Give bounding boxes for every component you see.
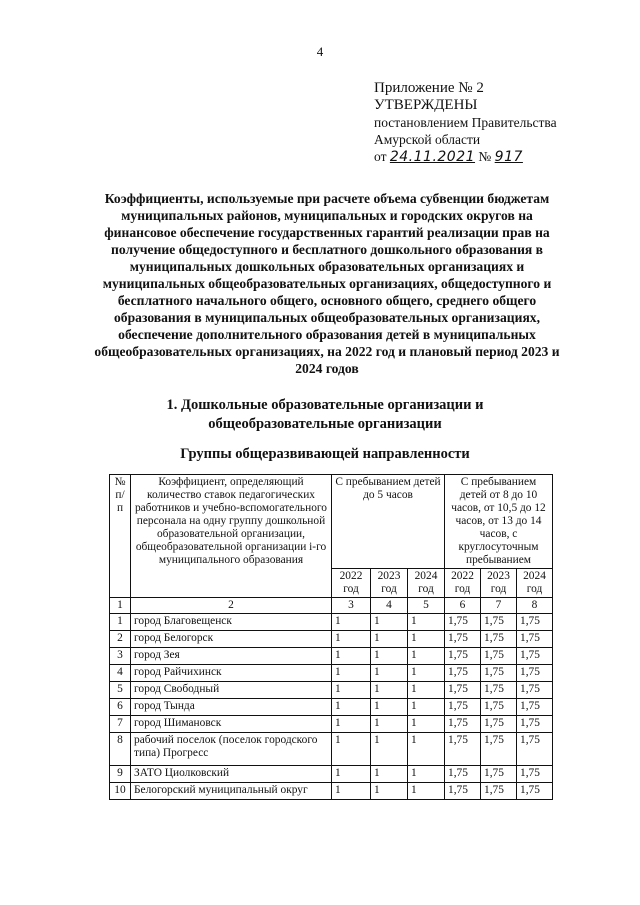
coefficient-value: 1,75 bbox=[517, 665, 553, 682]
coefficient-value: 1 bbox=[408, 699, 445, 716]
coefficient-value: 1 bbox=[371, 682, 408, 699]
coefficient-value: 1,75 bbox=[445, 648, 481, 665]
row-number: 9 bbox=[110, 766, 131, 783]
municipality-name: ЗАТО Циолковский bbox=[131, 766, 332, 783]
coefficient-value: 1 bbox=[332, 614, 371, 631]
column-number: 7 bbox=[481, 598, 517, 614]
municipality-name: Белогорский муниципальный округ bbox=[131, 783, 332, 800]
coefficient-value: 1 bbox=[371, 716, 408, 733]
coefficient-value: 1 bbox=[408, 631, 445, 648]
coefficients-table bbox=[109, 474, 553, 800]
row-number: 1 bbox=[110, 614, 131, 631]
header-coefficient: Коэффициент, определяющий количество ставок педагогических работников и учебно-вспомогательного персонала на одну группу дошкольной образовательной организации, общеобразовательной организации i-го муниципального образования bbox=[131, 475, 332, 598]
coefficient-value: 1,75 bbox=[517, 733, 553, 766]
coefficient-value: 1 bbox=[408, 648, 445, 665]
coefficient-value: 1 bbox=[332, 665, 371, 682]
coefficient-value: 1 bbox=[332, 682, 371, 699]
table-row bbox=[110, 699, 553, 716]
coefficient-value: 1 bbox=[408, 665, 445, 682]
header-year: 2024 год bbox=[408, 569, 445, 598]
coefficient-value: 1,75 bbox=[445, 716, 481, 733]
coefficient-value: 1,75 bbox=[445, 682, 481, 699]
coefficient-value: 1 bbox=[408, 716, 445, 733]
column-number: 2 bbox=[131, 598, 332, 614]
column-number: 3 bbox=[332, 598, 371, 614]
header-group-b: С пребыванием детей от 8 до 10 часов, от 10,5 до 12 часов, от 13 до 14 часов, с круглосуточным пребыванием bbox=[445, 475, 553, 569]
header-num: № п/п bbox=[110, 475, 131, 598]
coefficient-value: 1 bbox=[371, 665, 408, 682]
coefficient-value: 1,75 bbox=[481, 783, 517, 800]
row-number: 2 bbox=[110, 631, 131, 648]
coefficient-value: 1,75 bbox=[517, 682, 553, 699]
date-value: 24.11.2021 bbox=[389, 149, 476, 165]
coefficient-value: 1,75 bbox=[517, 699, 553, 716]
row-number: 10 bbox=[110, 783, 131, 800]
coefficient-value: 1,75 bbox=[481, 766, 517, 783]
municipality-name: город Тында bbox=[131, 699, 332, 716]
table-row bbox=[110, 783, 553, 800]
municipality-name: город Благовещенск bbox=[131, 614, 332, 631]
table-row bbox=[110, 733, 553, 766]
coefficient-value: 1,75 bbox=[445, 783, 481, 800]
coefficient-value: 1 bbox=[332, 631, 371, 648]
table-row bbox=[110, 614, 553, 631]
table-row bbox=[110, 716, 553, 733]
coefficient-value: 1 bbox=[371, 766, 408, 783]
municipality-name: город Зея bbox=[131, 648, 332, 665]
coefficient-value: 1 bbox=[371, 783, 408, 800]
date-line bbox=[374, 148, 557, 166]
coefficient-value: 1,75 bbox=[517, 614, 553, 631]
resolution-label: постановлением Правительства bbox=[374, 115, 557, 130]
region-label: Амурской области bbox=[374, 132, 481, 147]
number-prefix: № bbox=[478, 149, 492, 164]
section-heading: 1. Дошкольные образовательные организации и общеобразовательные организации bbox=[166, 397, 484, 432]
column-number-row bbox=[110, 598, 553, 614]
date-prefix: от bbox=[374, 149, 387, 164]
coefficient-value: 1,75 bbox=[445, 733, 481, 766]
coefficient-value: 1 bbox=[332, 766, 371, 783]
coefficient-value: 1,75 bbox=[481, 631, 517, 648]
subsection-heading: Группы общеразвивающей направленности bbox=[180, 446, 470, 462]
municipality-name: город Райчихинск bbox=[131, 665, 332, 682]
table-row bbox=[110, 766, 553, 783]
municipality-name: город Шимановск bbox=[131, 716, 332, 733]
coefficient-value: 1,75 bbox=[517, 766, 553, 783]
approval-block bbox=[374, 80, 557, 166]
coefficient-value: 1 bbox=[408, 614, 445, 631]
column-number: 6 bbox=[445, 598, 481, 614]
column-number: 5 bbox=[408, 598, 445, 614]
coefficient-value: 1 bbox=[408, 682, 445, 699]
row-number: 4 bbox=[110, 665, 131, 682]
appendix-label: Приложение № 2 bbox=[374, 80, 484, 96]
coefficient-value: 1 bbox=[332, 783, 371, 800]
coefficient-value: 1 bbox=[332, 648, 371, 665]
coefficient-value: 1,75 bbox=[445, 766, 481, 783]
column-number: 8 bbox=[517, 598, 553, 614]
coefficient-value: 1 bbox=[371, 614, 408, 631]
row-number: 3 bbox=[110, 648, 131, 665]
coefficient-value: 1 bbox=[371, 648, 408, 665]
coefficient-value: 1,75 bbox=[445, 631, 481, 648]
document-title: Коэффициенты, используемые при расчете объема субвенции бюджетам муниципальных районов, муниципальных и городских округов на финансовое обеспечение государственных гарантий реализации прав на получение общедоступного и бесплатного дошкольного образования в муниципальных дошкольных образовательных организациях и муниципальных общеобразовательных организациях, общедоступного и бесплатного начального общего, основного общего, среднего общего образования в муниципальных общеобразовательных организациях, обеспечение дополнительного образования детей в муниципальных общеобразовательных организациях, на 2022 год и плановый период 2023 и 2024 годов bbox=[94, 191, 560, 376]
table-row bbox=[110, 682, 553, 699]
header-year: 2023 год bbox=[481, 569, 517, 598]
coefficient-value: 1,75 bbox=[517, 631, 553, 648]
header-group-a: С пребыванием детей до 5 часов bbox=[332, 475, 445, 569]
coefficient-value: 1 bbox=[332, 733, 371, 766]
coefficient-value: 1 bbox=[371, 733, 408, 766]
coefficient-value: 1,75 bbox=[445, 614, 481, 631]
table-body bbox=[110, 614, 553, 800]
coefficient-value: 1 bbox=[371, 699, 408, 716]
municipality-name: рабочий поселок (поселок городского типа) Прогресс bbox=[131, 733, 332, 766]
coefficient-value: 1,75 bbox=[481, 733, 517, 766]
column-number: 1 bbox=[110, 598, 131, 614]
header-year: 2022 год bbox=[445, 569, 481, 598]
row-number: 7 bbox=[110, 716, 131, 733]
header-year: 2023 год bbox=[371, 569, 408, 598]
coefficient-value: 1,75 bbox=[481, 665, 517, 682]
row-number: 5 bbox=[110, 682, 131, 699]
row-number: 8 bbox=[110, 733, 131, 766]
municipality-name: город Белогорск bbox=[131, 631, 332, 648]
coefficient-value: 1,75 bbox=[445, 699, 481, 716]
coefficient-value: 1 bbox=[408, 766, 445, 783]
coefficient-value: 1 bbox=[332, 699, 371, 716]
coefficient-value: 1 bbox=[371, 631, 408, 648]
table-row bbox=[110, 648, 553, 665]
coefficient-value: 1,75 bbox=[481, 682, 517, 699]
header-year: 2022 год bbox=[332, 569, 371, 598]
number-value: 917 bbox=[494, 149, 523, 165]
coefficient-value: 1,75 bbox=[517, 716, 553, 733]
coefficient-value: 1 bbox=[332, 716, 371, 733]
coefficient-value: 1,75 bbox=[481, 648, 517, 665]
page-number: 4 bbox=[316, 44, 324, 59]
table-row bbox=[110, 665, 553, 682]
column-number: 4 bbox=[371, 598, 408, 614]
coefficient-value: 1,75 bbox=[481, 699, 517, 716]
coefficient-value: 1,75 bbox=[517, 783, 553, 800]
coefficient-value: 1,75 bbox=[481, 716, 517, 733]
coefficient-value: 1 bbox=[408, 783, 445, 800]
coefficient-value: 1,75 bbox=[517, 648, 553, 665]
coefficient-value: 1 bbox=[408, 733, 445, 766]
municipality-name: город Свободный bbox=[131, 682, 332, 699]
table-row bbox=[110, 631, 553, 648]
row-number: 6 bbox=[110, 699, 131, 716]
coefficient-value: 1,75 bbox=[445, 665, 481, 682]
header-year: 2024 год bbox=[517, 569, 553, 598]
coefficient-value: 1,75 bbox=[481, 614, 517, 631]
approved-label: УТВЕРЖДЕНЫ bbox=[374, 97, 478, 113]
